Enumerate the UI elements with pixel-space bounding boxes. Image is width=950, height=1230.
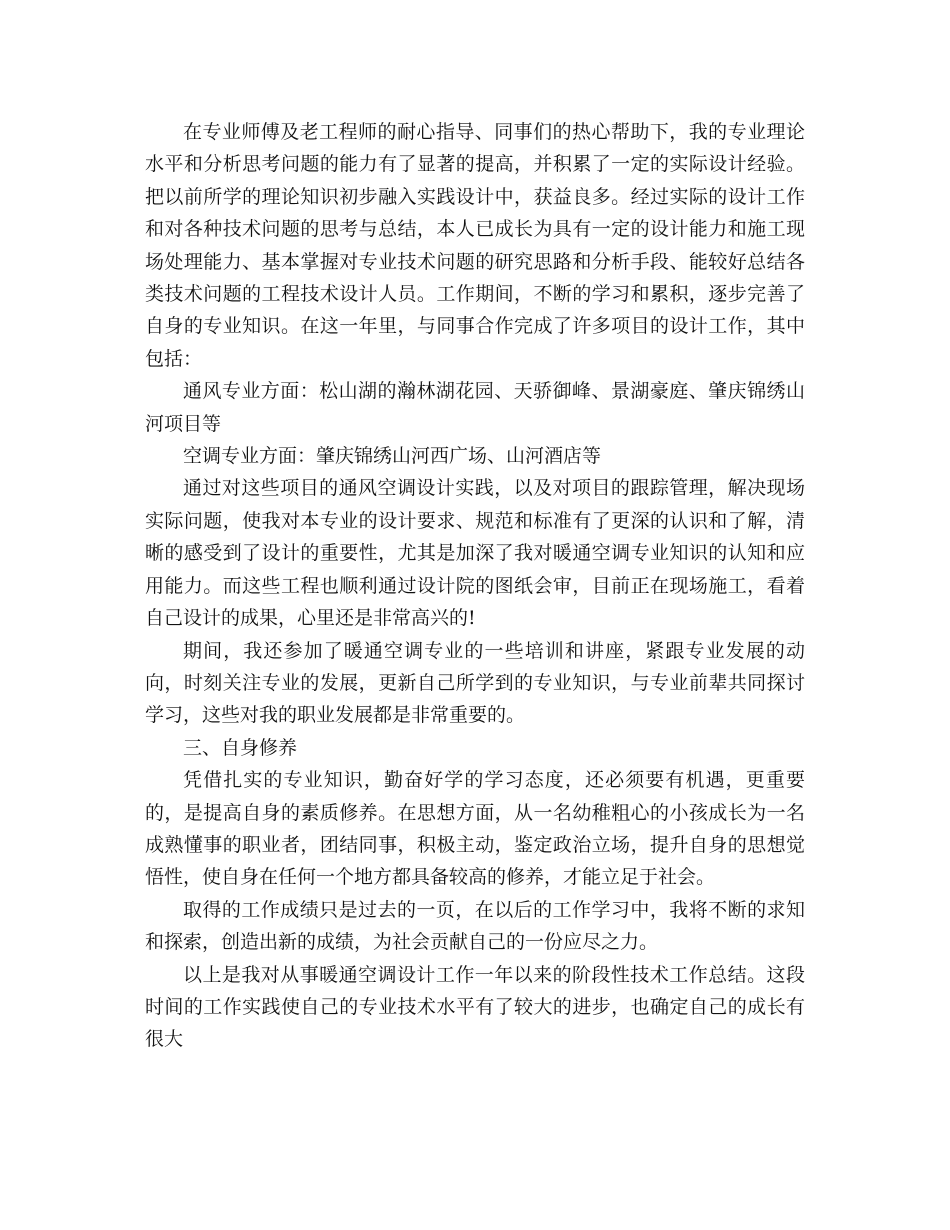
paragraph-work-summary: 在专业师傅及老工程师的耐心指导、同事们的热心帮助下，我的专业理论水平和分析思考问题的能力有了显著的提高，并积累了一定的实际设计经验。把以前所学的理论知识初步融入实践设计中，获益良多。经过实际的设计工作和对各种技术问题的思考与总结，本人已成长为具有一定的设计能力和施工现场处理能力、基本掌握对专业技术问题的研究思路和分析手段、能较好总结各类技术问题的工程技术设计人员。工作期间，不断的学习和累积，逐步完善了自身的专业知识。在这一年里，与同事合作完成了许多项目的设计工作，其中包括： <box>145 121 805 370</box>
paragraph-design-practice: 通过对这些项目的通风空调设计实践，以及对项目的跟踪管理，解决现场实际问题，使我对本专业的设计要求、规范和标准有了更深的认识和了解，清晰的感受到了设计的重要性，尤其是加深了我对暖通空调专业知识的认知和应用能力。而这些工程也顺利通过设计院的图纸会审，目前正在现场施工，看着自己设计的成果，心里还是非常高兴的! <box>145 477 805 630</box>
section-heading-self-cultivation: 三、自身修养 <box>183 736 298 759</box>
document-body <box>145 116 805 1056</box>
paragraph-achievements: 取得的工作成绩只是过去的一页，在以后的工作学习中，我将不断的求知和探索，创造出新的成绩，为社会贡献自己的一份应尽之力。 <box>145 898 805 954</box>
paragraph-training: 期间，我还参加了暖通空调专业的一些培训和讲座，紧跟专业发展的动向，时刻关注专业的发展，更新自己所学到的专业知识，与专业前辈共同探讨学习，这些对我的职业发展都是非常重要的。 <box>145 639 805 727</box>
paragraph-self-cultivation: 凭借扎实的专业知识，勤奋好学的学习态度，还必须要有机遇，更重要的，是提高自身的素质修养。在思想方面，从一名幼稚粗心的小孩成长为一名成熟懂事的职业者，团结同事，积极主动，鉴定政治立场，提升自身的思想觉悟性，使自身在任何一个地方都具备较高的修养，才能立足于社会。 <box>145 769 805 889</box>
paragraph-conclusion: 以上是我对从事暖通空调设计工作一年以来的阶段性技术工作总结。这段时间的工作实践使自己的专业技术水平有了较大的进步，也确定自己的成长有很大 <box>145 963 805 1051</box>
paragraph-ac-projects: 空调专业方面：肇庆锦绣山河西广场、山河酒店等 <box>183 445 602 468</box>
paragraph-ventilation-projects: 通风专业方面：松山湖的瀚林湖花园、天骄御峰、景湖豪庭、肇庆锦绣山河项目等 <box>145 380 805 435</box>
